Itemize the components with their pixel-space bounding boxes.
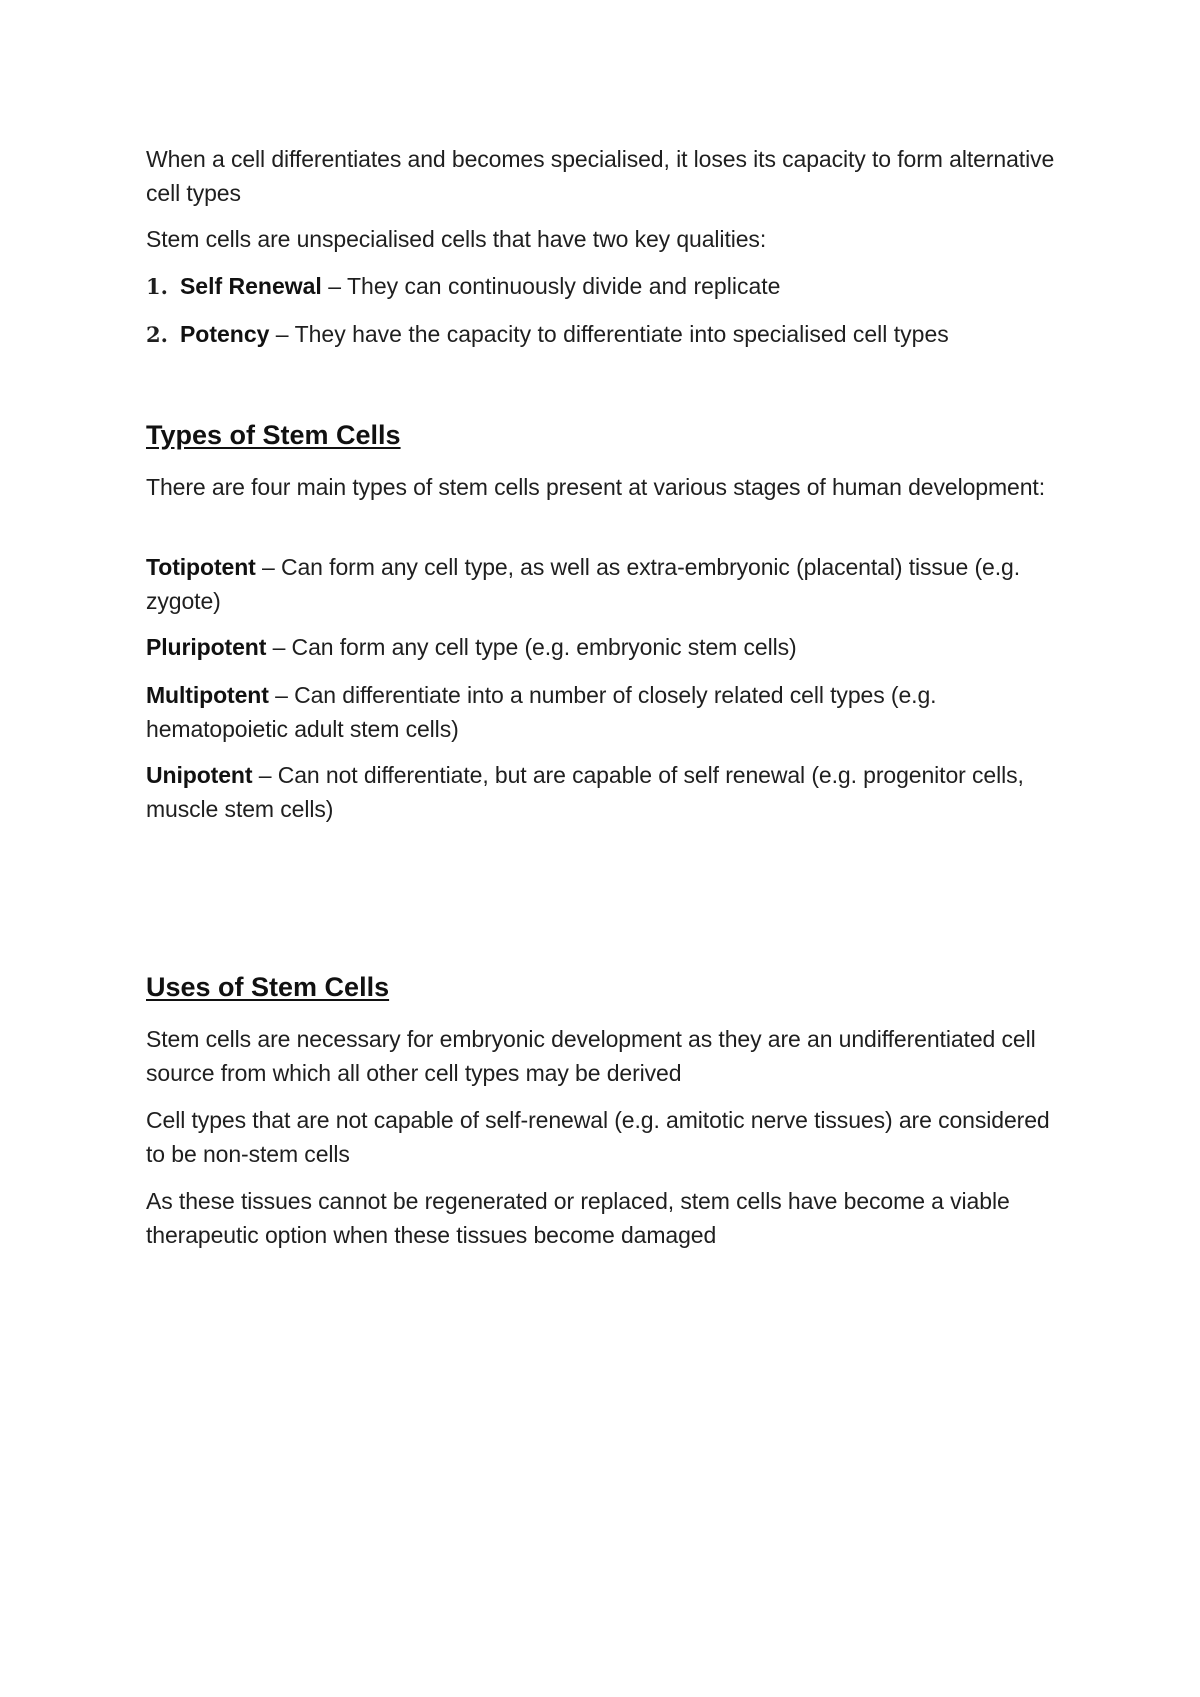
- quality-description: – They have the capacity to differentiate into specialised cell types: [269, 321, 949, 347]
- intro-paragraph-1: When a cell differentiates and becomes specialised, it loses its capacity to form alternative cell types: [146, 146, 1055, 206]
- quality-list-item: [146, 269, 1066, 304]
- quality-term: Potency: [179, 321, 270, 347]
- quality-list-item: [146, 317, 1066, 352]
- stem-cell-type-item: [146, 678, 1066, 746]
- list-number: 1.: [146, 274, 168, 299]
- type-term: Pluripotent: [146, 634, 267, 660]
- type-term: Totipotent: [146, 554, 256, 580]
- uses-heading: Uses of Stem Cells: [146, 972, 390, 1002]
- intro-paragraph-2: Stem cells are unspecialised cells that have two key qualities:: [146, 226, 767, 252]
- type-description: – Can differentiate into a number of closely related cell types (e.g. hematopoietic adult stem cells): [146, 682, 937, 742]
- type-term: Multipotent: [146, 682, 269, 708]
- type-description: – Can form any cell type, as well as extra-embryonic (placental) tissue (e.g. zygote): [146, 554, 1020, 614]
- uses-paragraph: Cell types that are not capable of self-renewal (e.g. amitotic nerve tissues) are considered to be non-stem cells: [146, 1107, 1050, 1167]
- types-heading: Types of Stem Cells: [146, 420, 401, 450]
- quality-description: – They can continuously divide and replicate: [321, 273, 781, 299]
- type-term: Unipotent: [146, 762, 253, 788]
- uses-paragraph: Stem cells are necessary for embryonic development as they are an undifferentiated cell source from which all other cell types may be derived: [146, 1026, 1036, 1086]
- stem-cell-type-item: [146, 758, 1066, 826]
- quality-term: Self Renewal: [179, 273, 322, 299]
- uses-paragraph: As these tissues cannot be regenerated or replaced, stem cells have become a viable therapeutic option when these tissues become damaged: [146, 1188, 1010, 1248]
- stem-cell-type-item: [146, 630, 1066, 664]
- types-intro-paragraph: There are four main types of stem cells present at various stages of human development:: [146, 474, 1045, 500]
- type-description: – Can not differentiate, but are capable of self renewal (e.g. progenitor cells, muscle stem cells): [146, 762, 1024, 822]
- type-description: – Can form any cell type (e.g. embryonic stem cells): [266, 634, 797, 660]
- list-number: 2.: [146, 322, 168, 347]
- stem-cell-type-item: [146, 550, 1066, 618]
